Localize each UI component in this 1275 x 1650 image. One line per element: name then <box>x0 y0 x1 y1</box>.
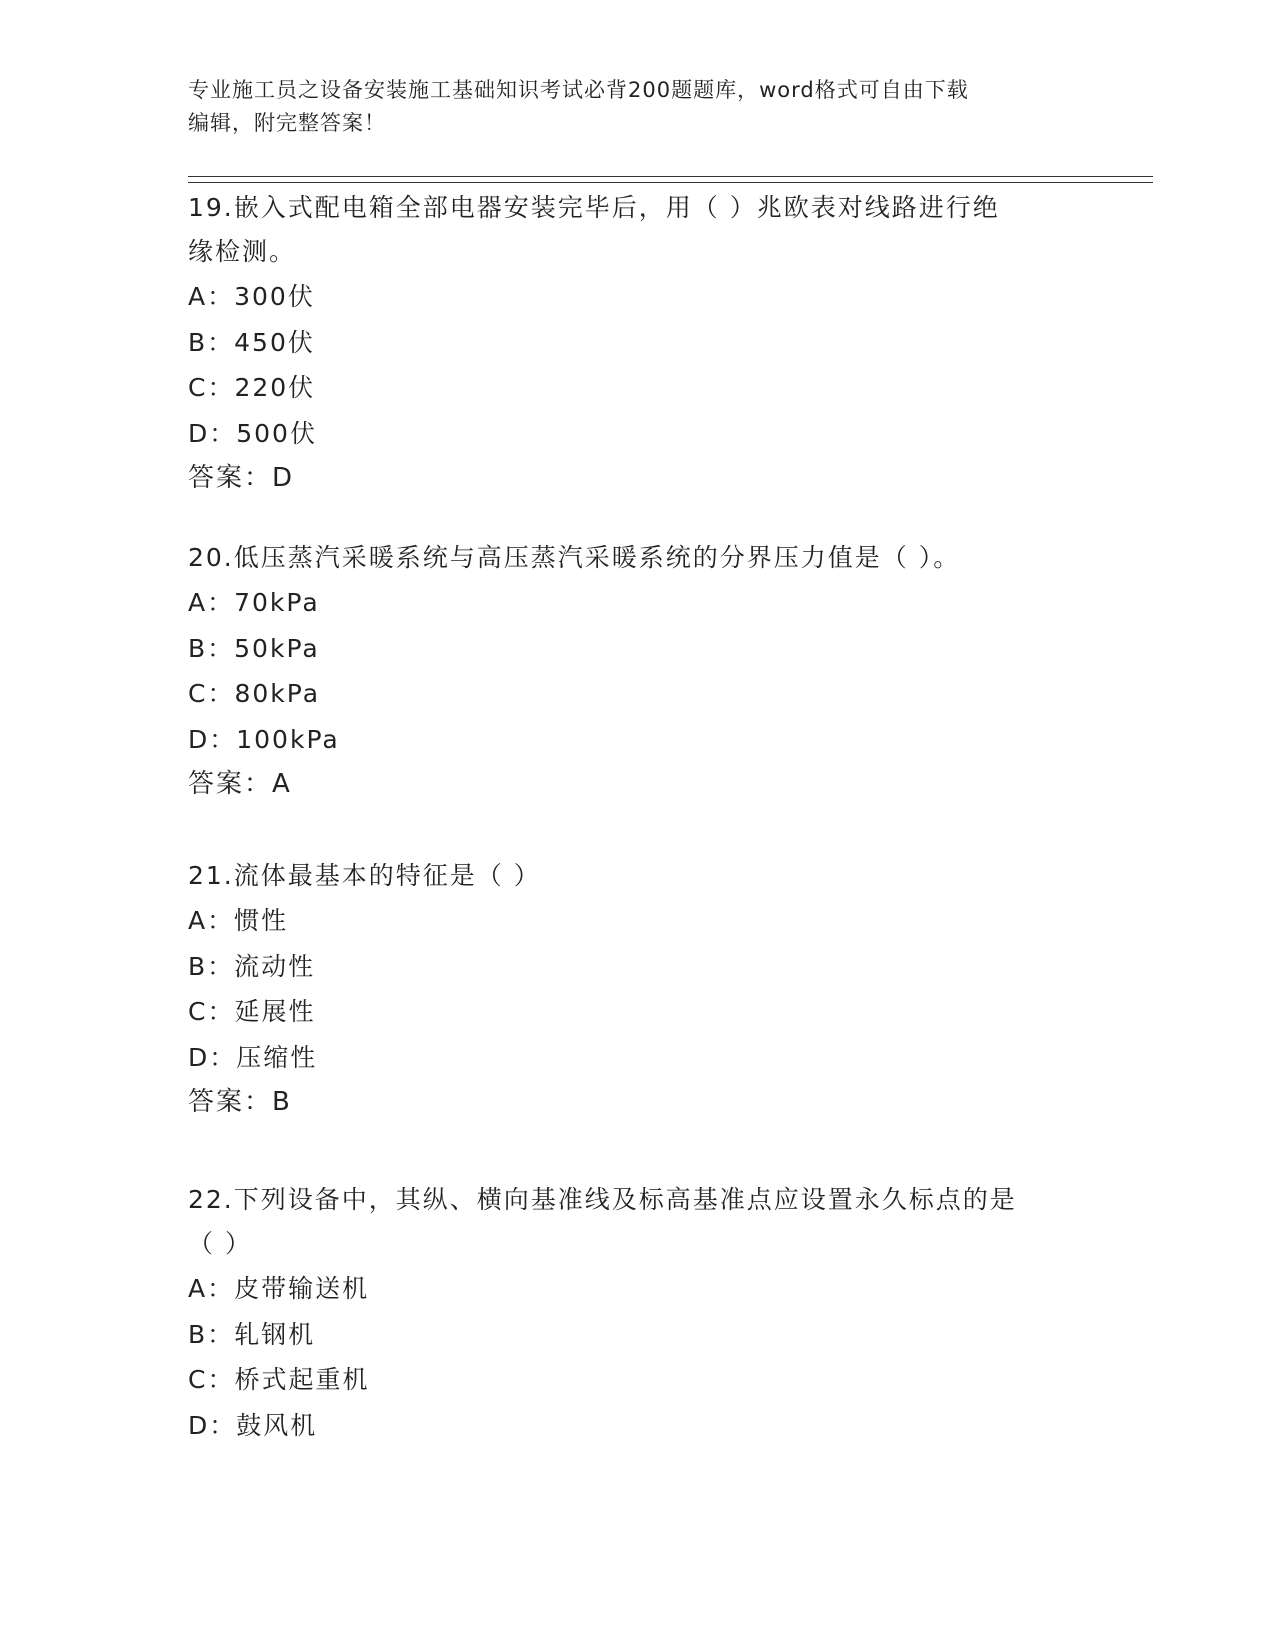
question-stem-line-2: （ ） <box>188 1229 252 1258</box>
answer-value: D <box>272 463 294 493</box>
option-b: B：流动性 <box>188 951 316 981</box>
answer-label: 答案： <box>188 463 273 493</box>
option-b: B：轧钢机 <box>188 1319 316 1349</box>
option-b: B：50kPa <box>188 633 320 663</box>
header-line-1: 专业施工员之设备安装施工基础知识考试必背200题题库，word格式可自由下载 <box>188 78 969 102</box>
answer-label: 答案： <box>188 769 273 799</box>
header-divider-bottom <box>188 182 1153 183</box>
header-line-2: 编辑，附完整答案！ <box>188 111 386 135</box>
question-stem-line-1: 21.流体最基本的特征是（ ） <box>188 861 541 890</box>
option-d: D：500伏 <box>188 418 317 448</box>
option-c: C：桥式起重机 <box>188 1365 370 1394</box>
answer-value: B <box>272 1087 291 1117</box>
question-stem-line-2: 缘检测。 <box>188 237 297 266</box>
answer-label: 答案： <box>188 1087 273 1117</box>
option-a: A：70kPa <box>188 588 320 617</box>
option-d: D：压缩性 <box>188 1042 318 1072</box>
answer-line <box>188 456 1088 501</box>
option-b: B：450伏 <box>188 327 315 357</box>
header-divider-top <box>188 176 1153 177</box>
answer-line <box>188 762 1088 807</box>
option-a: A：300伏 <box>188 282 315 311</box>
question-19 <box>188 186 1088 501</box>
question-22 <box>188 1178 1088 1448</box>
option-a: A：惯性 <box>188 906 289 935</box>
document-header <box>188 74 1088 140</box>
question-stem-line-1: 22.下列设备中，其纵、横向基准线及标高基准点应设置永久标点的是 <box>188 1185 1017 1214</box>
option-c: C：80kPa <box>188 679 321 708</box>
question-20 <box>188 536 1088 807</box>
answer-line <box>188 1080 1088 1125</box>
question-21 <box>188 854 1088 1125</box>
option-a: A：皮带输送机 <box>188 1274 370 1303</box>
question-stem-line-1: 20.低压蒸汽采暖系统与高压蒸汽采暖系统的分界压力值是（ ）。 <box>188 543 961 572</box>
question-stem-line-1: 19.嵌入式配电箱全部电器安装完毕后，用（ ）兆欧表对线路进行绝 <box>188 193 1000 222</box>
answer-value: A <box>272 769 291 799</box>
option-c: C：延展性 <box>188 997 316 1026</box>
option-c: C：220伏 <box>188 373 316 402</box>
option-d: D：100kPa <box>188 724 340 754</box>
option-d: D：鼓风机 <box>188 1410 318 1440</box>
